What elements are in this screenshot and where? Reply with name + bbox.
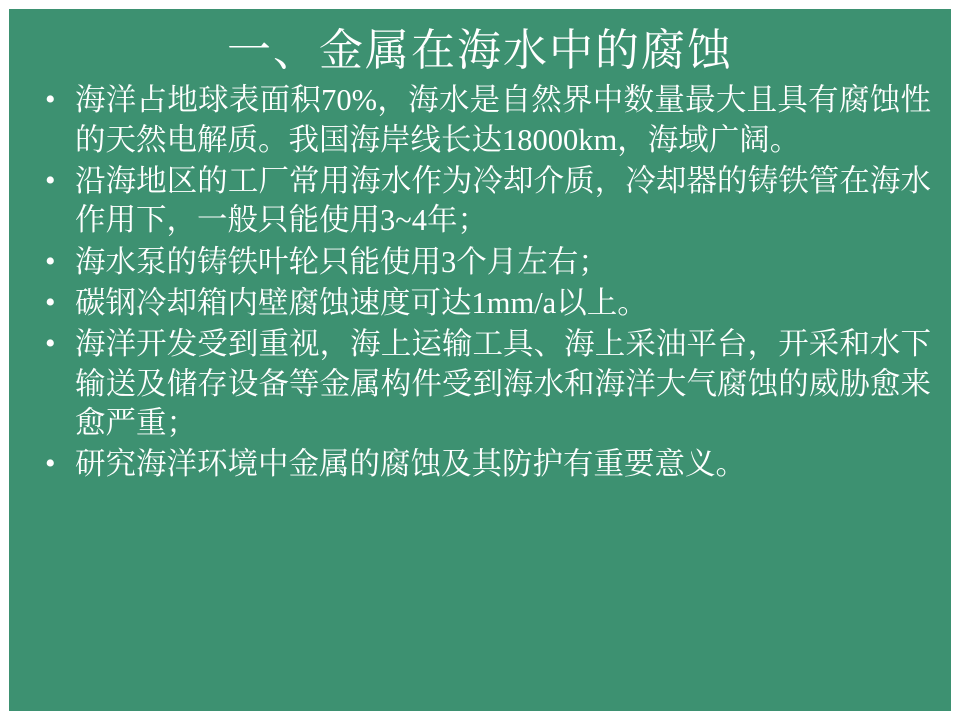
bullet-marker-icon: •	[45, 286, 56, 320]
list-item-text: 海水泵的铸铁叶轮只能使用3个月左右；	[75, 244, 609, 279]
list-item	[33, 325, 931, 443]
list-item	[33, 284, 931, 323]
page-title: 一、金属在海水中的腐蚀	[227, 26, 733, 75]
list-item-text: 碳钢冷却箱内壁腐蚀速度可达1mm/a以上。	[75, 286, 648, 321]
bullet-marker-icon: •	[45, 164, 56, 198]
list-item	[33, 445, 931, 484]
list-item	[33, 243, 931, 282]
list-item-text: 沿海地区的工厂常用海水作为冷却介质，冷却器的铸铁管在海水作用下，一般只能使用3~4年；	[75, 164, 931, 238]
bullet-list	[9, 81, 951, 484]
slide-content-area	[9, 9, 951, 711]
bullet-marker-icon: •	[45, 327, 56, 361]
list-item-text: 海洋占地球表面积70%，海水是自然界中数量最大且具有腐蚀性的天然电解质。我国海岸线长达18000km，海域广阔。	[75, 83, 931, 157]
list-item	[33, 81, 931, 160]
bullet-marker-icon: •	[45, 244, 56, 278]
list-item-text: 研究海洋环境中金属的腐蚀及其防护有重要意义。	[75, 447, 746, 482]
list-item-text: 海洋开发受到重视，海上运输工具、海上采油平台，开采和水下输送及储存设备等金属构件受到海水和海洋大气腐蚀的威胁愈来愈严重；	[75, 327, 931, 441]
list-item	[33, 162, 931, 241]
bullet-marker-icon: •	[45, 447, 56, 481]
bullet-marker-icon: •	[45, 83, 56, 117]
